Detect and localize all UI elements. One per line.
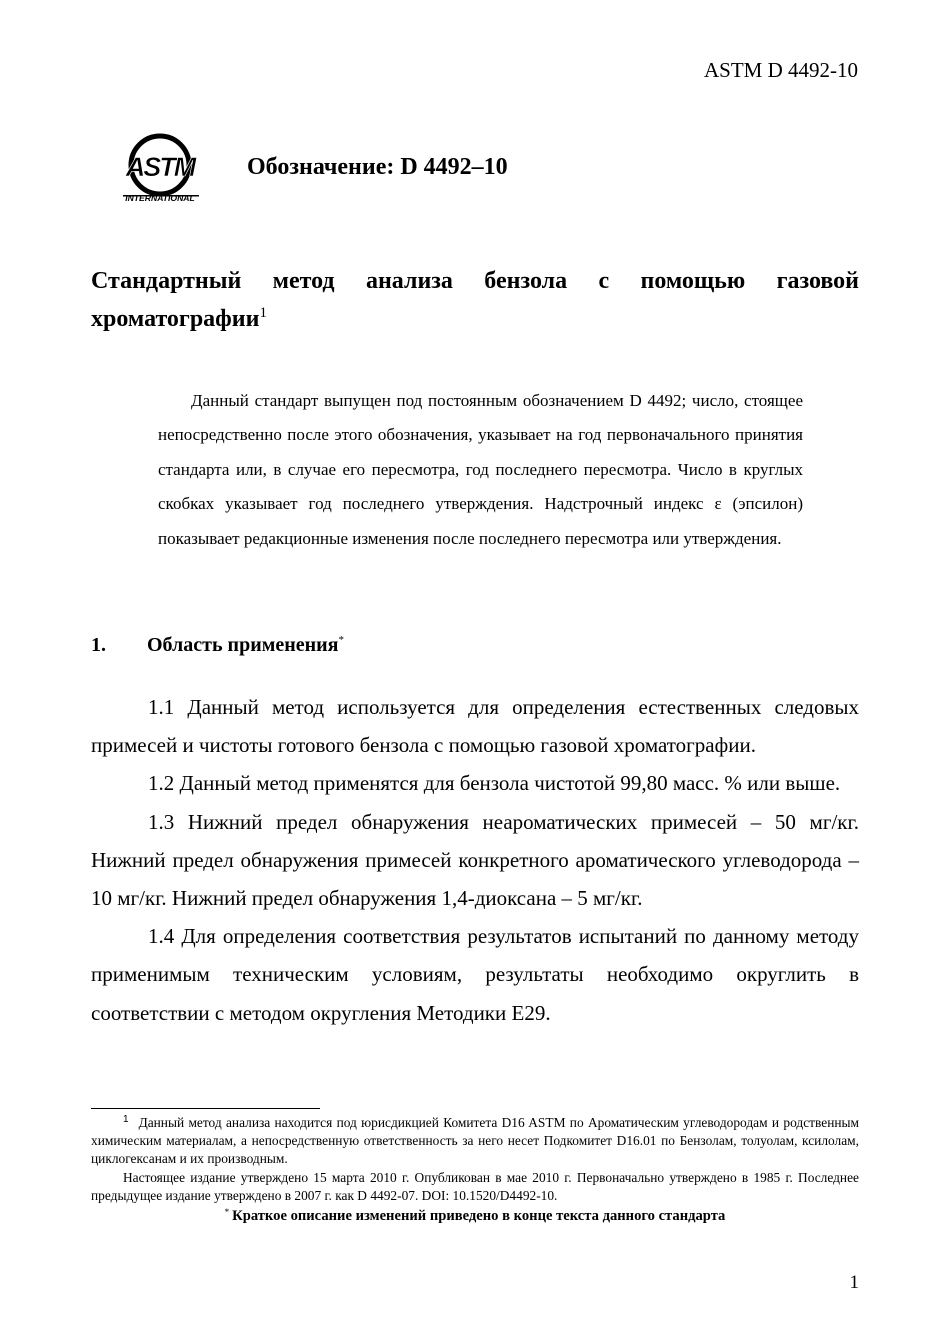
designation-heading: Обозначение: D 4492–10	[247, 154, 508, 180]
document-title	[91, 262, 859, 338]
standard-intro-note: Данный стандарт выпущен под постоянным обозначением D 4492; число, стоящее непосредственно после этого обозначения, указывает на год первоначального принятия стандарта или, в случае его пересмотра, год последнего пересмотра. Число в круглых скобках указывает год последнего утверждения. Надстрочный индекс ε (эпсилон) показывает редакционные изменения после последнего пересмотра или утверждения.	[158, 391, 803, 548]
section-1-heading	[91, 628, 344, 662]
footnote-approval: Настоящее издание утверждено 15 марта 2010 г. Опубликован в мае 2010 г. Первоначально утверждено в 1985 г. Последнее предыдущее издание утверждено в 2007 г. как D 4492-07. DOI: 10.1520/D4492-10.	[91, 1169, 859, 1203]
footnote-separator	[91, 1108, 320, 1109]
logo-caption: INTERNATIONAL	[125, 193, 195, 203]
svg-text:ASTM: ASTM	[125, 152, 195, 182]
section-title: Область применения	[147, 634, 339, 656]
document-id-header: ASTM D 4492-10	[703, 58, 858, 82]
footnote-1	[91, 1114, 859, 1169]
section-number: 1.	[91, 634, 106, 656]
footnote-1-text: Данный метод анализа находится под юрисдикцией Комитета D16 ASTM по Ароматическим углеводородам и родственным химическим материалам, а непосредственную ответственность за него несет Подкомитет D16.01 по Бензолам, толуолам, ксилолам, циклогексанам и их производным.	[91, 1115, 859, 1167]
title-footnote-mark: 1	[259, 305, 267, 321]
paragraph-1-2: 1.2 Данный метод применятся для бензола чистотой 99,80 масс. % или выше.	[148, 771, 841, 796]
title-line-2: хроматографии	[91, 306, 260, 332]
footnote-changes-text: Краткое описание изменений приведено в конце текста данного стандарта	[232, 1208, 726, 1225]
paragraph-1-3: 1.3 Нижний предел обнаружения неароматических примесей – 50 мг/кг. Нижний предел обнаружения примесей конкретного ароматического углеводорода – 10 мг/кг. Нижний предел обнаружения 1,4-диоксана – 5 мг/кг.	[91, 809, 859, 911]
title-line-1: Стандартный метод анализа бензола с помощью газовой	[91, 268, 859, 294]
paragraph-1-1: 1.1 Данный метод используется для определения естественных следовых примесей и чистоты готового бензола с помощью газовой хроматографии.	[91, 695, 859, 758]
section-1-body	[91, 688, 859, 1032]
footnote-changes-mark: *	[224, 1207, 230, 1218]
footnote-1-mark: 1	[123, 1114, 129, 1125]
footnotes	[91, 1114, 859, 1225]
paragraph-1-4: 1.4 Для определения соответствия результатов испытаний по данному методу применимым техническим условиям, результаты необходимо округлить в соответствии с методом округления Методики E29.	[91, 924, 859, 1025]
footnote-changes	[91, 1207, 859, 1225]
section-heading-mark: *	[338, 634, 344, 646]
page-number: 1	[849, 1272, 859, 1293]
